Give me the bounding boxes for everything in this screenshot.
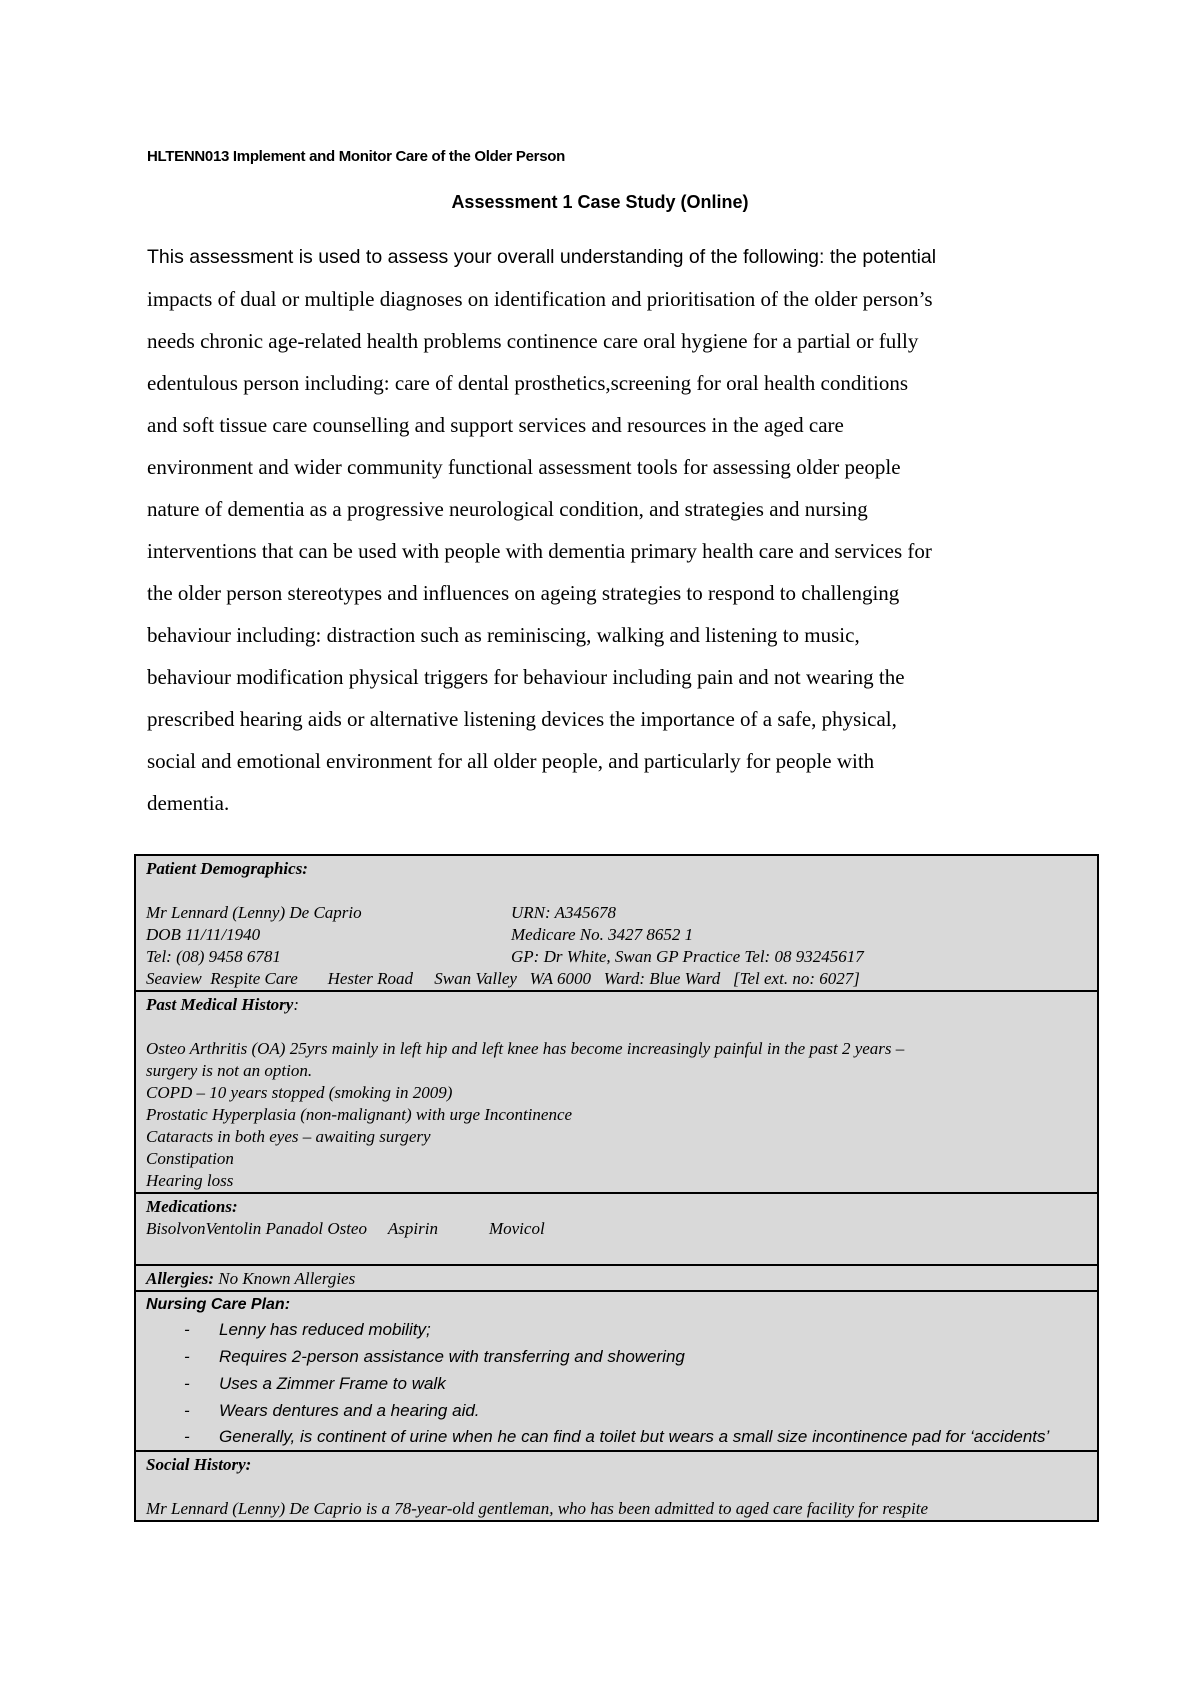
list-item bbox=[146, 1397, 1087, 1424]
intro-line: impacts of dual or multiple diagnoses on identification and prioritisation of the older person’s bbox=[147, 287, 933, 311]
bullet-dash: - bbox=[184, 1374, 190, 1393]
care-item-text: Uses a Zimmer Frame to walk bbox=[219, 1374, 446, 1393]
care-item-text: Lenny has reduced mobility; bbox=[219, 1320, 431, 1339]
bullet-dash: - bbox=[184, 1401, 190, 1420]
list-item bbox=[146, 1343, 1087, 1370]
list-item bbox=[146, 1424, 1087, 1450]
case-study-table bbox=[134, 854, 1099, 1522]
history-item: Constipation bbox=[146, 1149, 234, 1168]
nursing-care-plan-section bbox=[136, 1292, 1097, 1452]
patient-urn: URN: A345678 bbox=[511, 903, 616, 922]
care-item-text: Wears dentures and a hearing aid. bbox=[219, 1401, 480, 1420]
page-title: Assessment 1 Case Study (Online) bbox=[451, 192, 749, 212]
history-item: surgery is not an option. bbox=[146, 1061, 313, 1080]
nursing-care-plan-title: Nursing Care Plan: bbox=[146, 1296, 291, 1313]
history-item: Hearing loss bbox=[146, 1171, 234, 1190]
intro-line: social and emotional environment for all older people, and particularly for people with bbox=[147, 749, 875, 773]
history-title-row bbox=[146, 994, 1087, 1016]
intro-line: behaviour modification physical triggers for behaviour including pain and not wearing the bbox=[147, 665, 905, 689]
social-history-title: Social History: bbox=[146, 1455, 252, 1474]
history-item: Osteo Arthritis (OA) 25yrs mainly in left hip and left knee has become increasingly painful in the past 2 years – bbox=[146, 1039, 905, 1058]
intro-line: and soft tissue care counselling and support services and resources in the aged care bbox=[147, 413, 844, 437]
allergies-row bbox=[146, 1268, 1087, 1290]
unit-code-heading: HLTENN013 Implement and Monitor Care of the Older Person bbox=[147, 148, 565, 165]
intro-line: behaviour including: distraction such as reminiscing, walking and listening to music, bbox=[147, 623, 860, 647]
demographics-section bbox=[136, 856, 1097, 992]
intro-paragraph bbox=[147, 236, 1077, 824]
intro-line: nature of dementia as a progressive neurological condition, and strategies and nursing bbox=[147, 497, 868, 521]
patient-gp: GP: Dr White, Swan GP Practice Tel: 08 93245617 bbox=[511, 947, 864, 966]
social-history-text: Mr Lennard (Lenny) De Caprio is a 78-year-old gentleman, who has been admitted to aged care facility for respite bbox=[146, 1499, 929, 1518]
patient-address: Seaview Respite Care Hester Road Swan Valley WA 6000 Ward: Blue Ward [Tel ext. no: 6027] bbox=[146, 969, 860, 988]
history-item: Prostatic Hyperplasia (non-malignant) with urge Incontinence bbox=[146, 1105, 573, 1124]
patient-name: Mr Lennard (Lenny) De Caprio bbox=[146, 903, 362, 922]
demographics-grid bbox=[146, 902, 1087, 968]
bullet-dash: - bbox=[184, 1320, 190, 1339]
history-item: COPD – 10 years stopped (smoking in 2009) bbox=[146, 1083, 453, 1102]
medications-list: BisolvonVentolin Panadol Osteo Aspirin Movicol bbox=[146, 1219, 545, 1238]
medications-title: Medications: bbox=[146, 1197, 238, 1216]
intro-line: interventions that can be used with people with dementia primary health care and services for bbox=[147, 539, 932, 563]
intro-line: environment and wider community functional assessment tools for assessing older people bbox=[147, 455, 901, 479]
patient-tel: Tel: (08) 9458 6781 bbox=[146, 947, 281, 966]
allergies-section bbox=[136, 1266, 1097, 1292]
nursing-care-plan-list bbox=[146, 1316, 1087, 1450]
intro-line: the older person stereotypes and influences on ageing strategies to respond to challenging bbox=[147, 581, 900, 605]
list-item bbox=[146, 1316, 1087, 1343]
care-item-text: Requires 2-person assistance with transferring and showering bbox=[219, 1347, 685, 1366]
history-title-colon: : bbox=[293, 995, 299, 1014]
history-section bbox=[136, 992, 1097, 1194]
history-item: Cataracts in both eyes – awaiting surgery bbox=[146, 1127, 431, 1146]
allergies-value: No Known Allergies bbox=[218, 1269, 356, 1288]
patient-dob: DOB 11/11/1940 bbox=[146, 925, 261, 944]
social-history-section bbox=[136, 1452, 1097, 1520]
intro-line: prescribed hearing aids or alternative listening devices the importance of a safe, physical, bbox=[147, 707, 897, 731]
bullet-dash: - bbox=[184, 1347, 190, 1366]
care-item-text: Generally, is continent of urine when he can find a toilet but wears a small size incontinence pad for ‘accidents’ bbox=[219, 1427, 1050, 1446]
allergies-label: Allergies: bbox=[146, 1269, 214, 1288]
medications-section bbox=[136, 1194, 1097, 1266]
list-item bbox=[146, 1370, 1087, 1397]
demographics-title: Patient Demographics: bbox=[146, 859, 308, 878]
intro-line: needs chronic age-related health problems continence care oral hygiene for a partial or fully bbox=[147, 329, 919, 353]
intro-line: This assessment is used to assess your overall understanding of the following: the potential bbox=[147, 246, 937, 268]
bullet-dash: - bbox=[184, 1427, 190, 1446]
intro-line: dementia. bbox=[147, 791, 230, 815]
intro-line: edentulous person including: care of dental prosthetics,screening for oral health conditions bbox=[147, 371, 909, 395]
history-title: Past Medical History bbox=[146, 995, 294, 1014]
patient-medicare: Medicare No. 3427 8652 1 bbox=[511, 925, 694, 944]
